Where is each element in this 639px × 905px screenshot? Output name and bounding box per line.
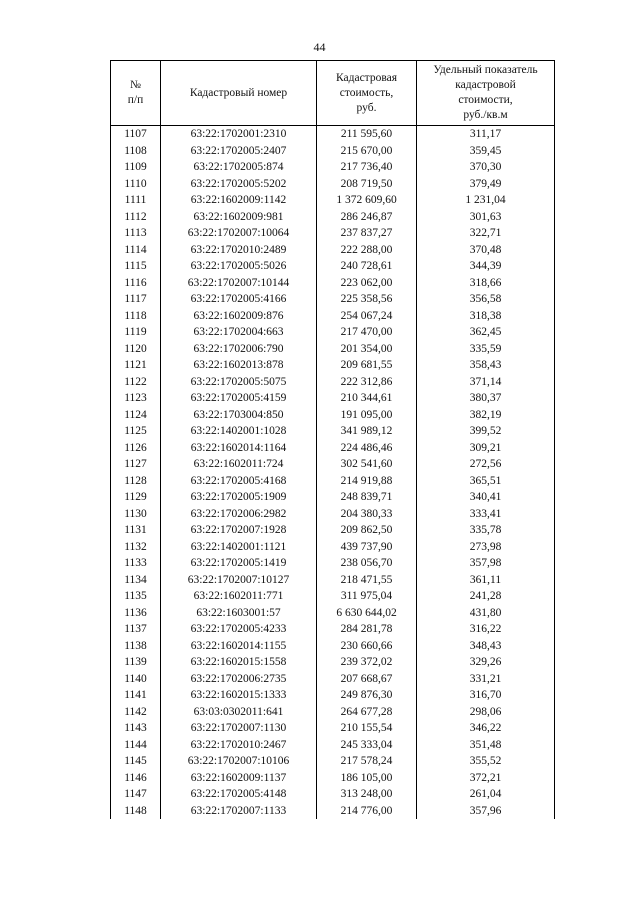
row-number: 1111: [111, 192, 161, 209]
row-number: 1144: [111, 737, 161, 754]
cadastral-value: 224 486,46: [317, 440, 417, 457]
specific-value: 318,38: [417, 308, 555, 325]
row-number: 1145: [111, 753, 161, 770]
cadastral-value: 222 312,86: [317, 374, 417, 391]
specific-value: 380,37: [417, 390, 555, 407]
table-row: [111, 192, 555, 209]
row-number: 1114: [111, 242, 161, 259]
cadastral-value: 217 736,40: [317, 159, 417, 176]
specific-value: 340,41: [417, 489, 555, 506]
cadastral-number: 63:22:1602011:771: [161, 588, 317, 605]
row-number: 1113: [111, 225, 161, 242]
table-row: [111, 720, 555, 737]
specific-value: 241,28: [417, 588, 555, 605]
specific-value: 371,14: [417, 374, 555, 391]
row-number: 1129: [111, 489, 161, 506]
specific-value: 348,43: [417, 638, 555, 655]
row-number: 1115: [111, 258, 161, 275]
row-number: 1120: [111, 341, 161, 358]
cadastral-number: 63:22:1702007:1130: [161, 720, 317, 737]
header-number: [111, 61, 161, 126]
specific-value: 311,17: [417, 126, 555, 143]
cadastral-value: 214 919,88: [317, 473, 417, 490]
table-row: [111, 341, 555, 358]
specific-value: 272,56: [417, 456, 555, 473]
row-number: 1123: [111, 390, 161, 407]
cadastral-value: 230 660,66: [317, 638, 417, 655]
cadastral-value: 240 728,61: [317, 258, 417, 275]
table-body: [111, 126, 555, 820]
specific-value: 309,21: [417, 440, 555, 457]
table-row: [111, 440, 555, 457]
table-row: [111, 506, 555, 523]
table-row: [111, 225, 555, 242]
table-row: [111, 390, 555, 407]
specific-value: 370,48: [417, 242, 555, 259]
specific-value: 261,04: [417, 786, 555, 803]
row-number: 1134: [111, 572, 161, 589]
cadastral-value: 245 333,04: [317, 737, 417, 754]
row-number: 1136: [111, 605, 161, 622]
specific-value: 379,49: [417, 176, 555, 193]
row-number: 1117: [111, 291, 161, 308]
table-row: [111, 126, 555, 143]
table-row: [111, 176, 555, 193]
table-row: [111, 786, 555, 803]
cadastral-number: 63:22:1702005:4159: [161, 390, 317, 407]
page-number: 44: [313, 40, 326, 54]
cadastral-value: 210 155,54: [317, 720, 417, 737]
specific-value: 318,66: [417, 275, 555, 292]
cadastral-number: 63:22:1702007:10127: [161, 572, 317, 589]
cadastral-number: 63:22:1602015:1333: [161, 687, 317, 704]
cadastral-number: 63:22:1702007:10064: [161, 225, 317, 242]
header-line: Удельный показатель: [433, 64, 538, 76]
row-number: 1148: [111, 803, 161, 820]
table-row: [111, 407, 555, 424]
table-row: [111, 638, 555, 655]
table-row: [111, 258, 555, 275]
cadastral-number: 63:22:1702005:4168: [161, 473, 317, 490]
cadastral-number: 63:22:1702005:5075: [161, 374, 317, 391]
cadastral-number: 63:22:1702005:2407: [161, 143, 317, 160]
row-number: 1137: [111, 621, 161, 638]
row-number: 1110: [111, 176, 161, 193]
table-row: [111, 159, 555, 176]
header-cadastral-value: [317, 61, 417, 126]
cadastral-value: 284 281,78: [317, 621, 417, 638]
row-number: 1143: [111, 720, 161, 737]
cadastral-number: 63:22:1702005:1419: [161, 555, 317, 572]
table-row: [111, 671, 555, 688]
specific-value: 344,39: [417, 258, 555, 275]
table-row: [111, 770, 555, 787]
specific-value: 399,52: [417, 423, 555, 440]
row-number: 1127: [111, 456, 161, 473]
cadastral-number: 63:22:1702005:5026: [161, 258, 317, 275]
row-number: 1139: [111, 654, 161, 671]
specific-value: 351,48: [417, 737, 555, 754]
specific-value: 329,26: [417, 654, 555, 671]
row-number: 1142: [111, 704, 161, 721]
cadastral-number: 63:22:1702006:2735: [161, 671, 317, 688]
cadastral-number: 63:22:1602011:724: [161, 456, 317, 473]
table-row: [111, 753, 555, 770]
table-row: [111, 357, 555, 374]
table-row: [111, 687, 555, 704]
cadastral-value: 311 975,04: [317, 588, 417, 605]
table-row: [111, 456, 555, 473]
table-row: [111, 555, 555, 572]
cadastral-number: 63:22:1702005:874: [161, 159, 317, 176]
cadastral-value: 207 668,67: [317, 671, 417, 688]
specific-value: 361,11: [417, 572, 555, 589]
row-number: 1146: [111, 770, 161, 787]
specific-value: 273,98: [417, 539, 555, 556]
cadastral-value: 341 989,12: [317, 423, 417, 440]
cadastral-number: 63:22:1702010:2489: [161, 242, 317, 259]
cadastral-value: 1 372 609,60: [317, 192, 417, 209]
header-line: №: [130, 79, 141, 91]
table-row: [111, 423, 555, 440]
row-number: 1138: [111, 638, 161, 655]
cadastral-number: 63:22:1402001:1028: [161, 423, 317, 440]
cadastral-value: 201 354,00: [317, 341, 417, 358]
cadastral-value: 264 677,28: [317, 704, 417, 721]
specific-value: 1 231,04: [417, 192, 555, 209]
cadastral-number: 63:22:1702007:1133: [161, 803, 317, 820]
specific-value: 431,80: [417, 605, 555, 622]
cadastral-value: 209 681,55: [317, 357, 417, 374]
cadastral-value: 214 776,00: [317, 803, 417, 820]
cadastral-number: 63:22:1702005:4148: [161, 786, 317, 803]
cadastral-value: 186 105,00: [317, 770, 417, 787]
cadastral-number: 63:22:1702004:663: [161, 324, 317, 341]
cadastral-value: 218 471,55: [317, 572, 417, 589]
header-line: стоимости,: [458, 94, 513, 106]
cadastral-number: 63:22:1702007:10144: [161, 275, 317, 292]
cadastral-number: 63:22:1702006:2982: [161, 506, 317, 523]
header-line: п/п: [127, 94, 144, 106]
cadastral-number: 63:03:0302011:641: [161, 704, 317, 721]
row-number: 1124: [111, 407, 161, 424]
specific-value: 356,58: [417, 291, 555, 308]
cadastral-value: 439 737,90: [317, 539, 417, 556]
specific-value: 358,43: [417, 357, 555, 374]
row-number: 1125: [111, 423, 161, 440]
table-row: [111, 588, 555, 605]
specific-value: 335,59: [417, 341, 555, 358]
cadastral-number: 63:22:1702005:1909: [161, 489, 317, 506]
cadastral-number: 63:22:1702005:4166: [161, 291, 317, 308]
cadastral-number: 63:22:1602013:878: [161, 357, 317, 374]
row-number: 1141: [111, 687, 161, 704]
cadastral-number: 63:22:1602009:1142: [161, 192, 317, 209]
row-number: 1130: [111, 506, 161, 523]
cadastral-value: 210 344,61: [317, 390, 417, 407]
cadastral-number: 63:22:1702005:4233: [161, 621, 317, 638]
table-row: [111, 209, 555, 226]
cadastral-number: 63:22:1602014:1155: [161, 638, 317, 655]
row-number: 1108: [111, 143, 161, 160]
specific-value: 382,19: [417, 407, 555, 424]
cadastral-value: 239 372,02: [317, 654, 417, 671]
cadastral-number: 63:22:1603001:57: [161, 605, 317, 622]
specific-value: 370,30: [417, 159, 555, 176]
cadastral-value: 215 670,00: [317, 143, 417, 160]
cadastral-number: 63:22:1602014:1164: [161, 440, 317, 457]
specific-value: 359,45: [417, 143, 555, 160]
table-row: [111, 242, 555, 259]
table-row: [111, 308, 555, 325]
table-row: [111, 291, 555, 308]
header-line: руб./кв.м: [463, 109, 508, 121]
row-number: 1132: [111, 539, 161, 556]
cadastral-value: 302 541,60: [317, 456, 417, 473]
cadastral-number: 63:22:1602009:876: [161, 308, 317, 325]
cadastral-value: 191 095,00: [317, 407, 417, 424]
cadastral-value: 237 837,27: [317, 225, 417, 242]
specific-value: 365,51: [417, 473, 555, 490]
cadastral-value: 217 578,24: [317, 753, 417, 770]
specific-value: 335,78: [417, 522, 555, 539]
row-number: 1109: [111, 159, 161, 176]
header-specific-value: [417, 61, 555, 126]
specific-value: 346,22: [417, 720, 555, 737]
cadastral-number: 63:22:1702007:10106: [161, 753, 317, 770]
specific-value: 298,06: [417, 704, 555, 721]
cadastral-value: 6 630 644,02: [317, 605, 417, 622]
cadastral-value: 248 839,71: [317, 489, 417, 506]
table-row: [111, 654, 555, 671]
specific-value: 372,21: [417, 770, 555, 787]
specific-value: 333,41: [417, 506, 555, 523]
table-row: [111, 803, 555, 820]
header-line: руб.: [356, 101, 377, 114]
row-number: 1121: [111, 357, 161, 374]
cadastral-value: 211 595,60: [317, 126, 417, 143]
cadastral-value: 249 876,30: [317, 687, 417, 704]
cadastral-number: 63:22:1602009:1137: [161, 770, 317, 787]
cadastral-number: 63:22:1702010:2467: [161, 737, 317, 754]
table-row: [111, 704, 555, 721]
header-line: Кадастровая: [335, 71, 398, 84]
table-row: [111, 275, 555, 292]
row-number: 1133: [111, 555, 161, 572]
cadastral-number: 63:22:1702007:1928: [161, 522, 317, 539]
table-row: [111, 522, 555, 539]
row-number: 1119: [111, 324, 161, 341]
table-row: [111, 374, 555, 391]
cadastral-value: 254 067,24: [317, 308, 417, 325]
cadastral-value: 313 248,00: [317, 786, 417, 803]
cadastral-number: 63:22:1702005:5202: [161, 176, 317, 193]
cadastral-value: 209 862,50: [317, 522, 417, 539]
row-number: 1116: [111, 275, 161, 292]
header-line: Кадастровый номер: [189, 86, 288, 99]
table-header-row: [111, 61, 555, 126]
row-number: 1122: [111, 374, 161, 391]
row-number: 1147: [111, 786, 161, 803]
cadastral-number: 63:22:1602009:981: [161, 209, 317, 226]
specific-value: 322,71: [417, 225, 555, 242]
cadastral-value: 223 062,00: [317, 275, 417, 292]
row-number: 1112: [111, 209, 161, 226]
cadastral-value: 286 246,87: [317, 209, 417, 226]
specific-value: 301,63: [417, 209, 555, 226]
row-number: 1135: [111, 588, 161, 605]
specific-value: 331,21: [417, 671, 555, 688]
row-number: 1118: [111, 308, 161, 325]
cadastral-number: 63:22:1602015:1558: [161, 654, 317, 671]
cadastral-value-table: [110, 60, 555, 819]
cadastral-value: 204 380,33: [317, 506, 417, 523]
specific-value: 355,52: [417, 753, 555, 770]
cadastral-value: 238 056,70: [317, 555, 417, 572]
cadastral-number: 63:22:1702001:2310: [161, 126, 317, 143]
row-number: 1126: [111, 440, 161, 457]
table-row: [111, 473, 555, 490]
table-row: [111, 572, 555, 589]
table-row: [111, 621, 555, 638]
row-number: 1128: [111, 473, 161, 490]
table-row: [111, 324, 555, 341]
cadastral-value: 225 358,56: [317, 291, 417, 308]
row-number: 1107: [111, 126, 161, 143]
cadastral-value: 217 470,00: [317, 324, 417, 341]
table-row: [111, 539, 555, 556]
cadastral-number: 63:22:1703004:850: [161, 407, 317, 424]
table-row: [111, 605, 555, 622]
header-line: стоимость,: [339, 86, 394, 99]
row-number: 1131: [111, 522, 161, 539]
header-cadastral-number: [161, 61, 317, 126]
specific-value: 316,22: [417, 621, 555, 638]
cadastral-value: 222 288,00: [317, 242, 417, 259]
specific-value: 362,45: [417, 324, 555, 341]
specific-value: 357,98: [417, 555, 555, 572]
specific-value: 316,70: [417, 687, 555, 704]
header-line: кадастровой: [455, 79, 516, 91]
cadastral-number: 63:22:1402001:1121: [161, 539, 317, 556]
row-number: 1140: [111, 671, 161, 688]
cadastral-number: 63:22:1702006:790: [161, 341, 317, 358]
table-row: [111, 143, 555, 160]
table-row: [111, 489, 555, 506]
cadastral-value: 208 719,50: [317, 176, 417, 193]
specific-value: 357,96: [417, 803, 555, 820]
table-row: [111, 737, 555, 754]
